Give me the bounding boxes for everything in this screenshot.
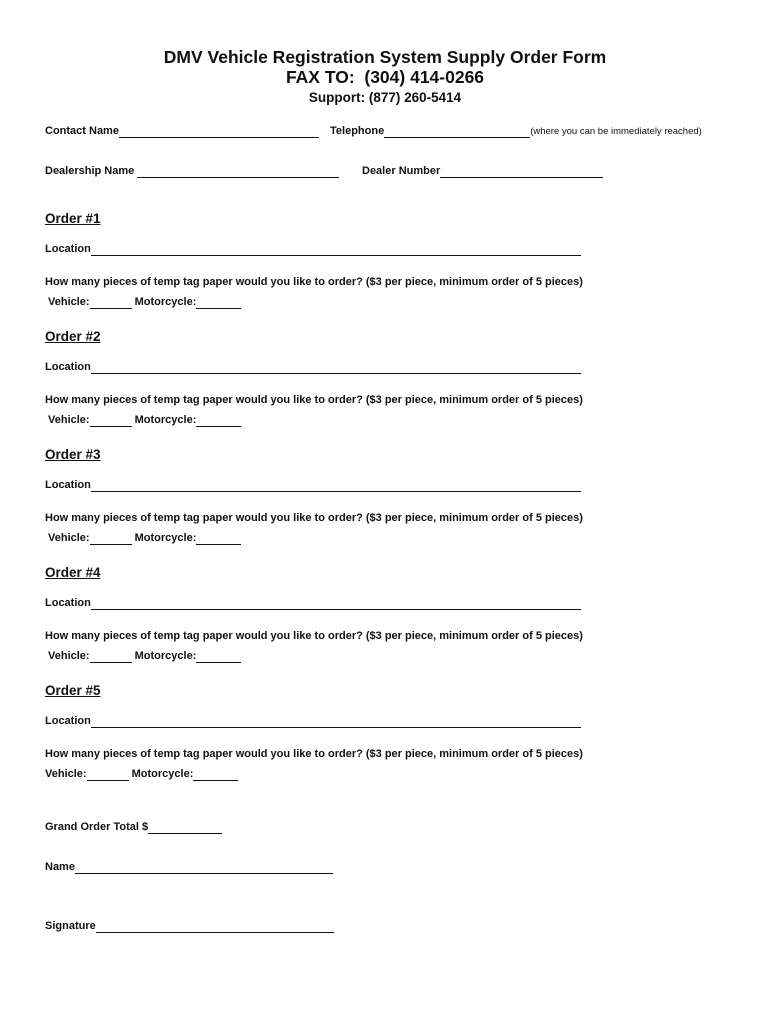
telephone-label: Telephone: [330, 125, 385, 137]
order-3-quantity-row: [48, 532, 241, 545]
vehicle-label: Vehicle:: [48, 532, 90, 544]
location-label: Location: [45, 597, 91, 609]
order-1-heading: Order #1: [45, 211, 101, 226]
dealer-number-field[interactable]: [440, 167, 603, 178]
name-label: Name: [45, 861, 75, 873]
order-1-question: How many pieces of temp tag paper would you like to order? ($3 per piece, minimum order of 5 pieces): [45, 276, 583, 288]
order-1-vehicle-field[interactable]: [90, 298, 132, 309]
order-5-motorcycle-field[interactable]: [193, 770, 238, 781]
order-2-location-row: [45, 361, 581, 374]
order-4-vehicle-field[interactable]: [90, 652, 132, 663]
order-4-question: How many pieces of temp tag paper would you like to order? ($3 per piece, minimum order of 5 pieces): [45, 630, 583, 642]
order-3-motorcycle-field[interactable]: [196, 534, 241, 545]
order-4-motorcycle-field[interactable]: [196, 652, 241, 663]
signature-label: Signature: [45, 920, 96, 932]
form-title: DMV Vehicle Registration System Supply Order Form: [163, 47, 607, 67]
support-number: Support: (877) 260-5414: [308, 90, 462, 105]
order-5-vehicle-field[interactable]: [87, 770, 129, 781]
telephone-field[interactable]: [384, 127, 530, 138]
location-label: Location: [45, 479, 91, 491]
motorcycle-label: Motorcycle:: [134, 650, 197, 662]
order-5-quantity-row: [45, 768, 238, 781]
order-1-quantity-row: [48, 296, 241, 309]
order-2-location-field[interactable]: [91, 363, 581, 374]
order-4-heading: Order #4: [45, 565, 101, 580]
grand-total-field[interactable]: [148, 823, 222, 834]
order-2-vehicle-field[interactable]: [90, 416, 132, 427]
order-5-location-row: [45, 715, 581, 728]
order-3-vehicle-field[interactable]: [90, 534, 132, 545]
order-1-location-field[interactable]: [91, 245, 581, 256]
fax-number: FAX TO: (304) 414-0266: [285, 67, 485, 87]
signature-field[interactable]: [96, 922, 334, 933]
order-3-question: How many pieces of temp tag paper would you like to order? ($3 per piece, minimum order of 5 pieces): [45, 512, 583, 524]
location-label: Location: [45, 361, 91, 373]
order-1-location-row: [45, 243, 581, 256]
motorcycle-label: Motorcycle:: [134, 296, 197, 308]
location-label: Location: [45, 243, 91, 255]
dealer-number-row: [362, 165, 603, 178]
order-4-location-field[interactable]: [91, 599, 581, 610]
order-2-question: How many pieces of temp tag paper would you like to order? ($3 per piece, minimum order of 5 pieces): [45, 394, 583, 406]
name-field[interactable]: [75, 863, 333, 874]
telephone-row: [330, 125, 702, 138]
dealer-number-label: Dealer Number: [362, 165, 441, 177]
location-label: Location: [45, 715, 91, 727]
contact-name-label: Contact Name: [45, 125, 119, 137]
vehicle-label: Vehicle:: [48, 296, 90, 308]
order-3-heading: Order #3: [45, 447, 101, 462]
vehicle-label: Vehicle:: [48, 414, 90, 426]
motorcycle-label: Motorcycle:: [134, 532, 197, 544]
order-5-heading: Order #5: [45, 683, 101, 698]
grand-total-label: Grand Order Total $: [45, 821, 149, 833]
dealership-name-row: [45, 165, 339, 178]
vehicle-label: Vehicle:: [45, 768, 87, 780]
order-4-quantity-row: [48, 650, 241, 663]
order-5-location-field[interactable]: [91, 717, 581, 728]
motorcycle-label: Motorcycle:: [131, 768, 194, 780]
order-3-location-field[interactable]: [91, 481, 581, 492]
order-4-location-row: [45, 597, 581, 610]
order-2-quantity-row: [48, 414, 241, 427]
grand-total-row: [45, 821, 222, 834]
name-row: [45, 861, 333, 874]
vehicle-label: Vehicle:: [48, 650, 90, 662]
order-2-heading: Order #2: [45, 329, 101, 344]
telephone-note: (where you can be immediately reached): [530, 126, 702, 137]
order-3-location-row: [45, 479, 581, 492]
order-5-question: How many pieces of temp tag paper would you like to order? ($3 per piece, minimum order of 5 pieces): [45, 748, 583, 760]
order-1-motorcycle-field[interactable]: [196, 298, 241, 309]
motorcycle-label: Motorcycle:: [134, 414, 197, 426]
signature-row: [45, 920, 334, 933]
dealership-name-label: Dealership Name: [45, 165, 135, 177]
contact-name-field[interactable]: [119, 127, 319, 138]
contact-name-row: [45, 125, 319, 138]
order-2-motorcycle-field[interactable]: [196, 416, 241, 427]
dealership-name-field[interactable]: [137, 167, 339, 178]
